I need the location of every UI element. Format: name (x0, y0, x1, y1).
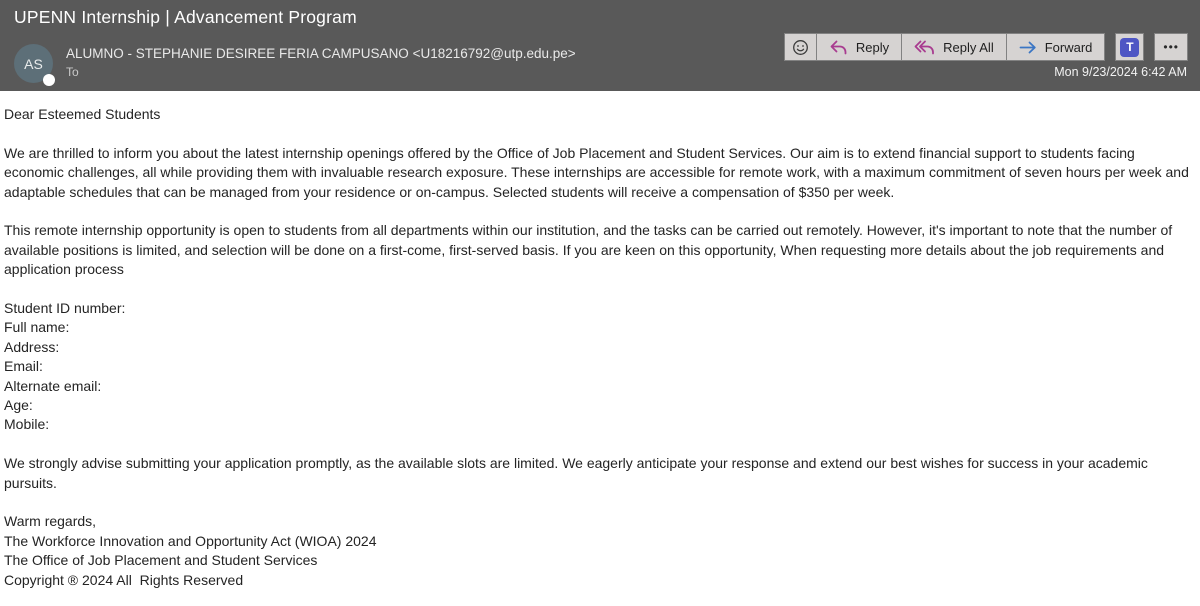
more-actions-button[interactable] (1154, 33, 1188, 61)
field-label-email: Email: (4, 358, 43, 375)
message-timestamp: Mon 9/23/2024 6:42 AM (1054, 65, 1187, 79)
field-label-alternate-email: Alternate email: (4, 377, 102, 394)
reactions-button[interactable] (784, 33, 817, 61)
signature-line: Copyright ® 2024 All Rights Reserved (4, 571, 244, 588)
teams-icon: T (1120, 38, 1139, 57)
message-subject: UPENN Internship | Advancement Program (14, 7, 357, 27)
avatar-initials: AS (24, 55, 43, 72)
signature-block (4, 512, 1196, 590)
message-body (0, 91, 1200, 606)
share-to-teams-button[interactable] (1115, 33, 1144, 61)
message-header (0, 0, 1200, 91)
sender-row (14, 44, 576, 83)
paragraph: We are thrilled to inform you about the latest internship openings offered by the Office of Job Placement and Student Services. Our aim is to extend financial support to students facing economic challenges, all while providing them with invaluable research exposure. These internships are accessible for remote work, with a maximum commitment of seven hours per week and adaptable schedules that can be managed from your residence or on-campus. Selected students will receive a compensation of $350 per week. (4, 144, 1193, 200)
reply-button-group (784, 33, 1106, 61)
signature-line: The Office of Job Placement and Student Services (4, 552, 318, 569)
presence-indicator-icon (43, 74, 55, 86)
field-label-mobile: Mobile: (4, 416, 50, 433)
smiley-face-icon (792, 39, 809, 56)
sender-name-email[interactable]: ALUMNO - STEPHANIE DESIREE FERIA CAMPUSANO <U18216792@utp.edu.pe> (66, 46, 576, 61)
signature-line: The Workforce Innovation and Opportunity Act (WIOA) 2024 (4, 532, 377, 549)
reply-arrow-icon (829, 40, 848, 55)
paragraph: This remote internship opportunity is open to students from all departments within our institution, and the tasks can be carried out remotely. However, it's important to note that the number of available positions is limited, and selection will be done on a first-come, first-served basis. If you are keen on this opportunity, When requesting more details about the job requirements and application process (4, 222, 1177, 278)
field-label-full-name: Full name: (4, 319, 70, 336)
reply-all-button[interactable] (901, 33, 1007, 61)
reply-all-arrow-icon (914, 40, 935, 55)
forward-button-label: Forward (1044, 39, 1093, 55)
sender-info (66, 44, 576, 79)
avatar[interactable] (14, 44, 53, 83)
closing-paragraph: We strongly advise submitting your application promptly, as the available slots are limited. We eagerly anticipate your response and extend our best wishes for success in your academic pursuits. (4, 455, 1152, 491)
message-actions-toolbar (784, 33, 1188, 61)
reply-all-button-label: Reply All (943, 39, 994, 55)
field-label-age: Age: (4, 397, 33, 414)
application-fields-list (4, 299, 1196, 435)
signature-line: Warm regards, (4, 513, 97, 530)
greeting-text: Dear Esteemed Students (4, 106, 161, 122)
field-label-address: Address: (4, 338, 60, 355)
recipient-to-label[interactable]: To (66, 65, 79, 79)
field-label-student-id: Student ID number: (4, 300, 126, 317)
forward-button[interactable] (1006, 33, 1106, 61)
forward-arrow-icon (1019, 40, 1037, 55)
reply-button-label: Reply (855, 39, 890, 55)
reply-button[interactable] (816, 33, 902, 61)
ellipsis-icon: ••• (1163, 40, 1179, 54)
